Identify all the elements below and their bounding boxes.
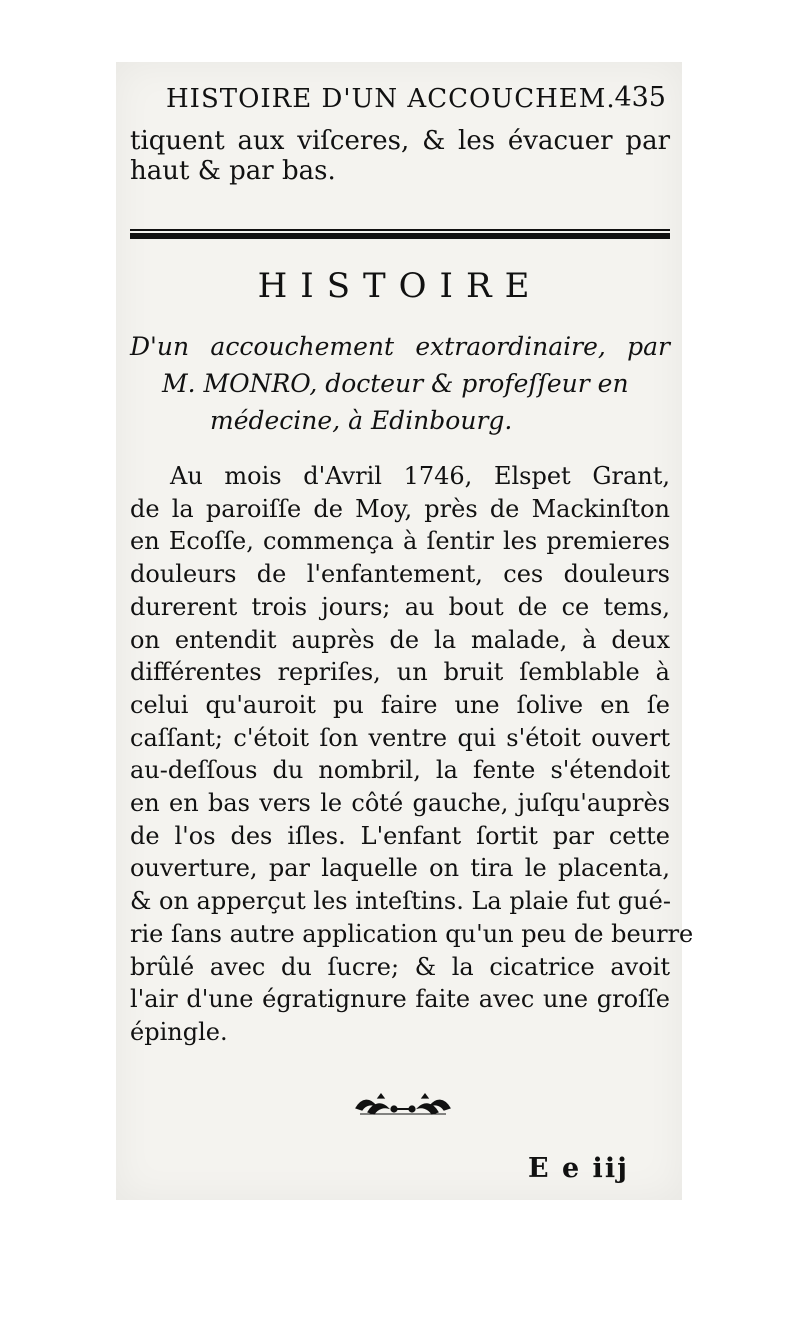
text-line: tiquent aux viſceres, & les évacuer par [130,126,670,156]
subtitle-line: M. MONRO, docteur & profeſſeur en [162,369,629,398]
body-paragraph [130,460,694,1049]
divider-thick-line [130,233,670,239]
floral-ornament-icon [348,1092,458,1122]
section-divider [130,229,670,241]
subtitle-line: médecine, à Edinbourg. [210,406,513,435]
text-line: caſſant; c'étoit ſon ventre qui s'étoit ouvert [130,723,670,752]
text-line: en en bas vers le côté gauche, juſqu'auprès [130,789,670,818]
text-line: rie ſans autre application qu'un peu de beurre [130,919,694,948]
text-line: Au mois d'Avril 1746, Elspet Grant, [170,462,670,490]
text-line: douleurs de l'enfantement, ces douleurs [130,560,670,589]
page-header [166,78,666,122]
text-line: brûlé avec du ſucre; & la cicatrice avoit [130,952,670,981]
text-line: l'air d'une égratignure faite avec une groſſe [130,985,670,1014]
text-line: de la paroiſſe de Moy, près de Mackinſton [130,494,670,523]
carryover-text [130,126,670,186]
divider-thin-line [130,229,670,231]
text-line: en Ecoſſe, commença à ſentir les premieres [130,527,670,556]
section-subtitle [130,328,670,439]
text-line: durerent trois jours; au bout de ce tems, [130,592,670,621]
signature-mark: E e iij [528,1153,629,1184]
text-line: ouverture, par laquelle on tira le placenta, [130,854,670,883]
text-line: haut & par bas. [130,156,336,186]
page-number: 435 [614,82,666,113]
text-line: on entendit auprès de la malade, à deux [130,625,670,654]
text-line: épingle. [130,1017,228,1046]
text-line: différentes repriſes, un bruit ſemblable à [130,658,670,687]
text-line: au-deſſous du nombril, la fente s'étendoit [130,756,670,785]
text-line: de l'os des iſles. L'enfant ſortit par cette [130,821,670,850]
text-line: celui qu'auroit pu faire une ſolive en ſe [130,690,670,719]
section-title: HISTOIRE [257,266,543,306]
running-title: HISTOIRE D'UN ACCOUCHEM. [166,84,616,114]
text-line: & on apperçut les inteſtins. La plaie fut gué- [130,887,671,916]
subtitle-line: D'un accouchement extraordinaire, par [130,332,670,361]
